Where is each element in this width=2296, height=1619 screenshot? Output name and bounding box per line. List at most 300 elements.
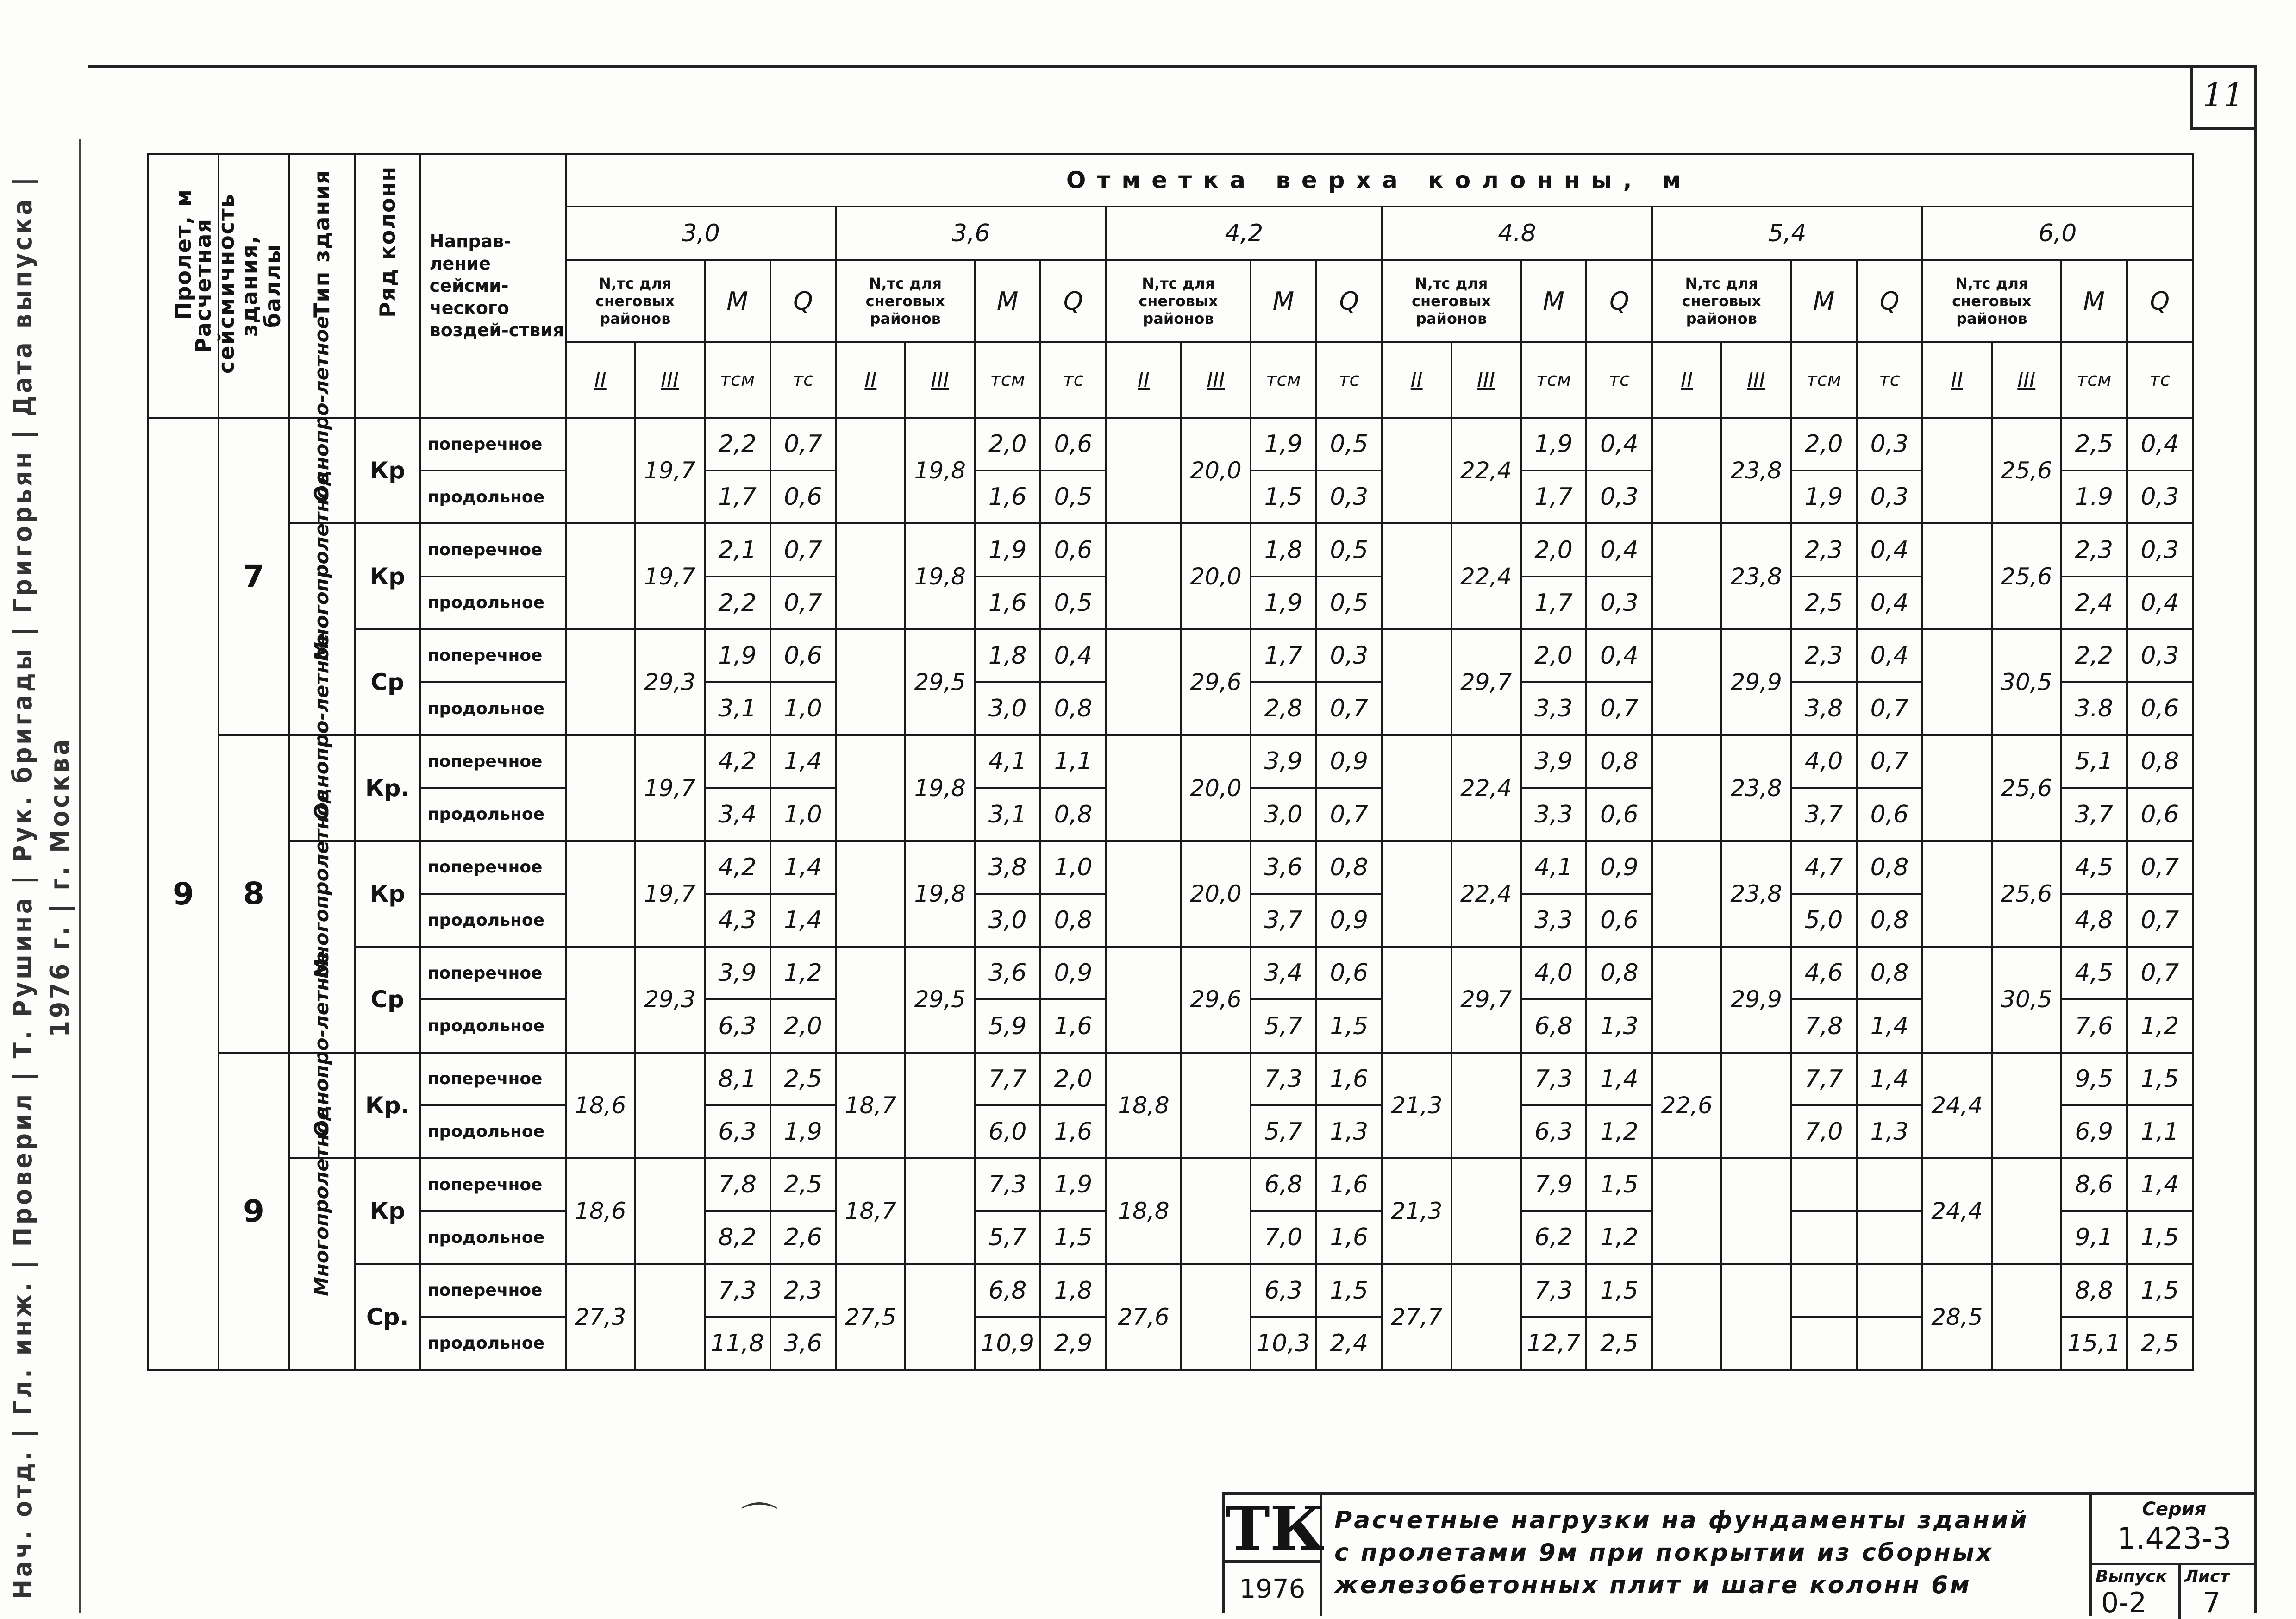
moment-cell: 1,6 [975, 471, 1040, 523]
moment-cell: 6,3 [705, 999, 770, 1052]
shear-cell: 1,1 [1040, 735, 1106, 788]
n-region-ii-cell: 28,5 [1922, 1264, 1992, 1370]
n-region-iii-cell: 25,6 [1992, 523, 2061, 629]
n-region-iii-cell [1181, 1158, 1251, 1264]
moment-cell: 3,1 [705, 682, 770, 735]
n-region-ii-cell [1652, 523, 1721, 629]
region-iii-header: III [1451, 342, 1521, 418]
moment-cell: 1,8 [1251, 523, 1316, 576]
n-header: N,тс для снеговых районов [1922, 260, 2061, 342]
shear-cell: 0,7 [770, 523, 836, 576]
n-region-ii-cell [1652, 735, 1721, 841]
n-region-ii-cell: 18,8 [1106, 1053, 1181, 1158]
n-region-iii-cell [905, 1264, 975, 1370]
n-region-iii-cell: 20,0 [1181, 841, 1251, 947]
n-region-iii-cell [1451, 1264, 1521, 1370]
n-region-iii-cell: 19,8 [905, 735, 975, 841]
n-region-ii-cell: 18,7 [836, 1053, 905, 1158]
shear-cell: 0,8 [1586, 735, 1652, 788]
shear-cell: 0,7 [1586, 682, 1652, 735]
shear-cell: 1,5 [1586, 1264, 1652, 1317]
region-ii-header: II [1106, 342, 1181, 418]
n-region-iii-cell: 29,6 [1181, 947, 1251, 1052]
direction-cell: поперечное [420, 1264, 566, 1317]
table-row [148, 523, 2193, 576]
moment-cell: 5,0 [1791, 894, 1857, 947]
n-region-iii-cell: 19,7 [635, 418, 705, 523]
moment-cell: 8,8 [2061, 1264, 2127, 1317]
n-region-iii-cell: 29,7 [1451, 629, 1521, 735]
building-type-label: Однопро-летное [310, 950, 333, 1137]
shear-cell: 0,5 [1316, 418, 1382, 471]
shear-cell: 0,7 [770, 418, 836, 471]
n-region-ii-cell [836, 947, 905, 1052]
shear-cell: 1,5 [1586, 1158, 1652, 1211]
shear-cell: 0,8 [2127, 735, 2193, 788]
shear-cell: 0,7 [1857, 682, 1922, 735]
n-region-ii-cell [566, 629, 635, 735]
moment-cell: 7,3 [705, 1264, 770, 1317]
shear-cell: 2,0 [1040, 1053, 1106, 1105]
shear-cell: 0,7 [2127, 841, 2193, 894]
shear-cell: 0,4 [1857, 577, 1922, 629]
moment-cell: 7,0 [1791, 1105, 1857, 1158]
shear-cell: 1,5 [1316, 1264, 1382, 1317]
n-region-iii-cell: 29,3 [635, 947, 705, 1052]
n-header: N,тс для снеговых районов [1106, 260, 1251, 342]
moment-cell: 2,0 [1791, 418, 1857, 471]
shear-cell [1857, 1211, 1922, 1264]
moment-cell: 8,2 [705, 1211, 770, 1264]
shear-cell: 0,6 [2127, 788, 2193, 841]
region-iii-header: III [905, 342, 975, 418]
table-row [148, 629, 2193, 682]
moment-cell: 7,8 [1791, 999, 1857, 1052]
shear-cell: 2,4 [1316, 1317, 1382, 1370]
n-region-ii-cell [1106, 629, 1181, 735]
direction-cell: поперечное [420, 1053, 566, 1105]
moment-cell: 15,1 [2061, 1317, 2127, 1370]
shear-cell: 1,5 [1316, 999, 1382, 1052]
n-region-ii-cell [1922, 735, 1992, 841]
n-region-ii-cell [1106, 947, 1181, 1052]
series-label: Серия [2142, 1499, 2207, 1520]
moment-cell: 5,9 [975, 999, 1040, 1052]
moment-cell: 10,3 [1251, 1317, 1316, 1370]
moment-cell: 1,9 [1791, 471, 1857, 523]
n-region-ii-cell [836, 841, 905, 947]
moment-cell: 11,8 [705, 1317, 770, 1370]
moment-cell: 12,7 [1521, 1317, 1587, 1370]
q-header: Q [2127, 260, 2193, 342]
shear-cell: 0,3 [2127, 471, 2193, 523]
shear-cell: 0,4 [1586, 418, 1652, 471]
moment-cell: 1,9 [975, 523, 1040, 576]
shear-cell: 0,4 [1857, 629, 1922, 682]
height-header: 6,0 [1922, 207, 2193, 260]
moment-cell: 1,9 [1251, 418, 1316, 471]
shear-cell: 1,0 [770, 682, 836, 735]
shear-cell: 1,2 [1586, 1105, 1652, 1158]
shear-cell: 0,5 [1040, 577, 1106, 629]
moment-cell: 2,2 [705, 418, 770, 471]
frame-left-line [79, 139, 81, 1613]
shear-cell: 0,4 [1857, 523, 1922, 576]
shear-cell: 1,5 [2127, 1053, 2193, 1105]
n-region-iii-cell: 19,8 [905, 418, 975, 523]
scan-mark: ⌒ [741, 1500, 778, 1543]
moment-cell: 2,2 [705, 577, 770, 629]
moment-cell: 3,7 [1251, 894, 1316, 947]
height-header: 5,4 [1652, 207, 1922, 260]
n-region-ii-cell [1922, 841, 1992, 947]
moment-cell: 3,9 [705, 947, 770, 999]
moment-cell: 4,6 [1791, 947, 1857, 999]
n-region-ii-cell [1652, 841, 1721, 947]
shear-cell: 0,9 [1586, 841, 1652, 894]
column-row-cell: Кр [355, 523, 420, 629]
moment-cell: 7,3 [975, 1158, 1040, 1211]
unit-m-header: тсм [1251, 342, 1316, 418]
shear-cell: 0,6 [1586, 894, 1652, 947]
shear-cell: 1,0 [770, 788, 836, 841]
moment-cell: 1,7 [1251, 629, 1316, 682]
region-ii-header: II [566, 342, 635, 418]
q-header: Q [1857, 260, 1922, 342]
moment-cell: 2,3 [1791, 629, 1857, 682]
moment-cell: 3,8 [1791, 682, 1857, 735]
n-region-ii-cell [566, 735, 635, 841]
n-region-ii-cell [566, 418, 635, 523]
header-building-type: Тип здания [289, 154, 355, 418]
moment-cell: 7,9 [1521, 1158, 1587, 1211]
shear-cell: 0,4 [2127, 577, 2193, 629]
shear-cell: 1,4 [1586, 1053, 1652, 1105]
unit-q-header: тс [770, 342, 836, 418]
n-region-ii-cell [836, 735, 905, 841]
n-region-iii-cell [905, 1158, 975, 1264]
moment-cell: 7,3 [1521, 1264, 1587, 1317]
unit-q-header: тс [1316, 342, 1382, 418]
moment-cell: 10,9 [975, 1317, 1040, 1370]
direction-cell: поперечное [420, 418, 566, 471]
column-row-cell: Кр. [355, 1053, 420, 1158]
moment-cell: 2,0 [1521, 523, 1587, 576]
moment-cell: 2,0 [975, 418, 1040, 471]
shear-cell: 1,8 [1040, 1264, 1106, 1317]
moment-cell [1791, 1317, 1857, 1370]
n-region-iii-cell [1451, 1158, 1521, 1264]
n-region-iii-cell [1721, 1053, 1791, 1158]
n-region-iii-cell: 29,7 [1451, 947, 1521, 1052]
n-region-iii-cell: 29,9 [1721, 947, 1791, 1052]
header-span: Пролет, м [148, 154, 219, 418]
moment-cell: 6,3 [1521, 1105, 1587, 1158]
moment-cell: 7,7 [975, 1053, 1040, 1105]
m-header: М [2061, 260, 2127, 342]
shear-cell: 0,8 [1857, 841, 1922, 894]
shear-cell: 1,2 [2127, 999, 2193, 1052]
unit-q-header: тс [1040, 342, 1106, 418]
m-header: М [1521, 260, 1587, 342]
moment-cell: 3,0 [975, 894, 1040, 947]
n-region-ii-cell [836, 629, 905, 735]
n-region-ii-cell [1106, 735, 1181, 841]
sheet-label: Лист [2184, 1567, 2230, 1586]
unit-m-header: тсм [1791, 342, 1857, 418]
shear-cell: 1,9 [770, 1105, 836, 1158]
title-block [1222, 1492, 2254, 1619]
shear-cell: 1,2 [1586, 1211, 1652, 1264]
shear-cell: 0,3 [2127, 629, 2193, 682]
shear-cell: 0,7 [770, 577, 836, 629]
moment-cell: 4,1 [1521, 841, 1587, 894]
issue-label: Выпуск [2096, 1567, 2167, 1586]
moment-cell: 1,8 [975, 629, 1040, 682]
moment-cell: 6,2 [1521, 1211, 1587, 1264]
shear-cell [1857, 1264, 1922, 1317]
shear-cell: 1,4 [2127, 1158, 2193, 1211]
moment-cell: 3,4 [705, 788, 770, 841]
building-type-label: Однопро-летное [310, 633, 333, 820]
n-region-ii-cell [1382, 629, 1451, 735]
shear-cell: 1,2 [770, 947, 836, 999]
moment-cell: 2,3 [1791, 523, 1857, 576]
n-region-ii-cell [1106, 523, 1181, 629]
n-region-iii-cell: 22,4 [1451, 523, 1521, 629]
shear-cell: 0,6 [770, 471, 836, 523]
frame-right-line [2254, 65, 2257, 1613]
n-region-ii-cell [1382, 418, 1451, 523]
n-region-iii-cell [1992, 1053, 2061, 1158]
n-region-iii-cell: 19,8 [905, 523, 975, 629]
q-header: Q [1586, 260, 1652, 342]
shear-cell: 0,8 [1040, 894, 1106, 947]
n-region-ii-cell [836, 418, 905, 523]
direction-cell: поперечное [420, 841, 566, 894]
n-region-ii-cell [1652, 1158, 1721, 1264]
n-region-ii-cell: 24,4 [1922, 1053, 1992, 1158]
n-region-ii-cell [1922, 523, 1992, 629]
shear-cell: 0,4 [1040, 629, 1106, 682]
shear-cell: 2,9 [1040, 1317, 1106, 1370]
moment-cell: 5,1 [2061, 735, 2127, 788]
moment-cell: 3.8 [2061, 682, 2127, 735]
n-region-ii-cell [1922, 418, 1992, 523]
shear-cell: 1,5 [1040, 1211, 1106, 1264]
moment-cell: 6,8 [1251, 1158, 1316, 1211]
n-region-iii-cell [1721, 1158, 1791, 1264]
moment-cell: 3,7 [2061, 788, 2127, 841]
moment-cell: 4,8 [2061, 894, 2127, 947]
shear-cell: 1,6 [1316, 1158, 1382, 1211]
moment-cell: 7,7 [1791, 1053, 1857, 1105]
moment-cell: 6,9 [2061, 1105, 2127, 1158]
n-region-ii-cell: 27,7 [1382, 1264, 1451, 1370]
shear-cell: 1,4 [770, 894, 836, 947]
moment-cell: 5,7 [1251, 999, 1316, 1052]
n-region-ii-cell: 21,3 [1382, 1053, 1451, 1158]
moment-cell: 2,0 [1521, 629, 1587, 682]
shear-cell: 1,3 [1316, 1105, 1382, 1158]
shear-cell: 0,8 [1857, 894, 1922, 947]
approval-stamp-text: Нач. отд. | Гл. инж. | Проверил | Т. Рушина | Рук. бригады | Григорьян | Дата выпуска | 1976 г. | г. Москва [8, 174, 75, 1600]
direction-cell: продольное [420, 894, 566, 947]
n-region-ii-cell: 22,6 [1652, 1053, 1721, 1158]
moment-cell: 6,3 [1251, 1264, 1316, 1317]
unit-q-header: тс [1586, 342, 1652, 418]
shear-cell: 0,7 [2127, 894, 2193, 947]
shear-cell: 3,6 [770, 1317, 836, 1370]
n-region-iii-cell: 29,3 [635, 629, 705, 735]
shear-cell: 2,5 [770, 1158, 836, 1211]
n-region-ii-cell: 27,5 [836, 1264, 905, 1370]
m-header: М [975, 260, 1040, 342]
table-row [148, 1264, 2193, 1317]
moment-cell: 7,0 [1251, 1211, 1316, 1264]
region-iii-header: III [635, 342, 705, 418]
moment-cell: 2,5 [1791, 577, 1857, 629]
moment-cell: 2,3 [2061, 523, 2127, 576]
moment-cell: 4,3 [705, 894, 770, 947]
n-region-ii-cell: 24,4 [1922, 1158, 1992, 1264]
shear-cell: 0,4 [1586, 629, 1652, 682]
shear-cell: 0,5 [1316, 577, 1382, 629]
direction-cell: продольное [420, 788, 566, 841]
table-row [148, 735, 2193, 788]
shear-cell: 0,9 [1040, 947, 1106, 999]
n-region-iii-cell [635, 1053, 705, 1158]
n-region-ii-cell [1382, 735, 1451, 841]
shear-cell: 1,9 [1040, 1158, 1106, 1211]
moment-cell: 3,7 [1791, 788, 1857, 841]
shear-cell: 1,4 [770, 735, 836, 788]
column-row-cell: Кр. [355, 735, 420, 841]
shear-cell: 0,4 [1586, 523, 1652, 576]
moment-cell [1791, 1264, 1857, 1317]
n-region-iii-cell: 29,6 [1181, 629, 1251, 735]
moment-cell: 3,3 [1521, 894, 1587, 947]
n-region-iii-cell: 23,8 [1721, 735, 1791, 841]
moment-cell: 4,0 [1791, 735, 1857, 788]
shear-cell: 0,7 [1316, 788, 1382, 841]
table-row [148, 1158, 2193, 1211]
moment-cell: 4,2 [705, 841, 770, 894]
region-ii-header: II [836, 342, 905, 418]
q-header: Q [1316, 260, 1382, 342]
shear-cell: 0,7 [1316, 682, 1382, 735]
table-row [148, 947, 2193, 999]
n-region-ii-cell: 18,6 [566, 1158, 635, 1264]
moment-cell: 1,7 [1521, 577, 1587, 629]
unit-q-header: тс [1857, 342, 1922, 418]
header-seismic: Расчетная сейсмичность здания, баллы [219, 154, 289, 418]
region-iii-header: III [1992, 342, 2061, 418]
n-region-iii-cell [1451, 1053, 1521, 1158]
moment-cell: 1,9 [1521, 418, 1587, 471]
shear-cell: 2,5 [770, 1053, 836, 1105]
height-header: 3,0 [566, 207, 836, 260]
header-direction: Направ-ление сейсми-ческого воздей-ствия [420, 154, 566, 418]
moment-cell: 1,7 [1521, 471, 1587, 523]
column-row-cell: Ср. [355, 1264, 420, 1370]
approval-stamp-strip [5, 139, 79, 1598]
table-row [148, 418, 2193, 471]
n-region-iii-cell [905, 1053, 975, 1158]
n-region-ii-cell [1922, 629, 1992, 735]
n-region-iii-cell: 30,5 [1992, 947, 2061, 1052]
shear-cell: 0,6 [1857, 788, 1922, 841]
n-region-iii-cell: 19,8 [905, 841, 975, 947]
shear-cell: 1,6 [1040, 999, 1106, 1052]
moment-cell: 1,5 [1251, 471, 1316, 523]
moment-cell: 6,3 [705, 1105, 770, 1158]
q-header: Q [770, 260, 836, 342]
shear-cell [1857, 1158, 1922, 1211]
shear-cell: 0,3 [1586, 471, 1652, 523]
header-column-row: Ряд колонн [355, 154, 420, 418]
n-region-iii-cell: 20,0 [1181, 418, 1251, 523]
n-header: N,тс для снеговых районов [566, 260, 705, 342]
moment-cell: 3,9 [1251, 735, 1316, 788]
drawing-title: Расчетные нагрузки на фундаменты зданий с пролетами 9м при покрытии из сборных железобетонных плит и шаге колонн 6м [1334, 1506, 2029, 1599]
n-region-ii-cell [836, 523, 905, 629]
moment-cell: 4,7 [1791, 841, 1857, 894]
publisher-logo: ТК [1225, 1493, 1325, 1564]
building-type-label: Многопролетное [310, 472, 333, 661]
shear-cell: 0,9 [1316, 735, 1382, 788]
n-region-ii-cell [1106, 841, 1181, 947]
column-row-cell: Ср [355, 629, 420, 735]
n-region-ii-cell: 27,6 [1106, 1264, 1181, 1370]
n-region-iii-cell: 23,8 [1721, 418, 1791, 523]
n-region-ii-cell: 18,8 [1106, 1158, 1181, 1264]
moment-cell: 2,2 [2061, 629, 2127, 682]
moment-cell: 2,1 [705, 523, 770, 576]
moment-cell: 3,6 [975, 947, 1040, 999]
sheet-value: 7 [2203, 1587, 2221, 1619]
n-region-ii-cell [1106, 418, 1181, 523]
n-region-iii-cell: 29,9 [1721, 629, 1791, 735]
shear-cell: 0,6 [1586, 788, 1652, 841]
moment-cell: 1,6 [975, 577, 1040, 629]
issue-sheet-box [2092, 1563, 2257, 1619]
unit-m-header: тсм [705, 342, 770, 418]
n-region-ii-cell [1922, 947, 1992, 1052]
n-region-iii-cell: 30,5 [1992, 629, 2061, 735]
n-header: N,тс для снеговых районов [1652, 260, 1791, 342]
moment-cell: 1,9 [705, 629, 770, 682]
n-region-iii-cell [1721, 1264, 1791, 1370]
shear-cell: 1,5 [2127, 1264, 2193, 1317]
shear-cell: 0,6 [1040, 523, 1106, 576]
moment-cell: 4,1 [975, 735, 1040, 788]
moment-cell: 2,4 [2061, 577, 2127, 629]
moment-cell: 7,3 [1521, 1053, 1587, 1105]
moment-cell: 1,9 [1251, 577, 1316, 629]
m-header: М [705, 260, 770, 342]
shear-cell: 0,7 [2127, 947, 2193, 999]
table-row [148, 1053, 2193, 1105]
moment-cell: 2,8 [1251, 682, 1316, 735]
moment-cell: 1.9 [2061, 471, 2127, 523]
shear-cell: 0,6 [1316, 947, 1382, 999]
region-ii-header: II [1922, 342, 1992, 418]
moment-cell: 5,7 [1251, 1105, 1316, 1158]
building-type-cell [289, 1107, 355, 1370]
moment-cell: 4,0 [1521, 947, 1587, 999]
moment-cell: 3,3 [1521, 682, 1587, 735]
